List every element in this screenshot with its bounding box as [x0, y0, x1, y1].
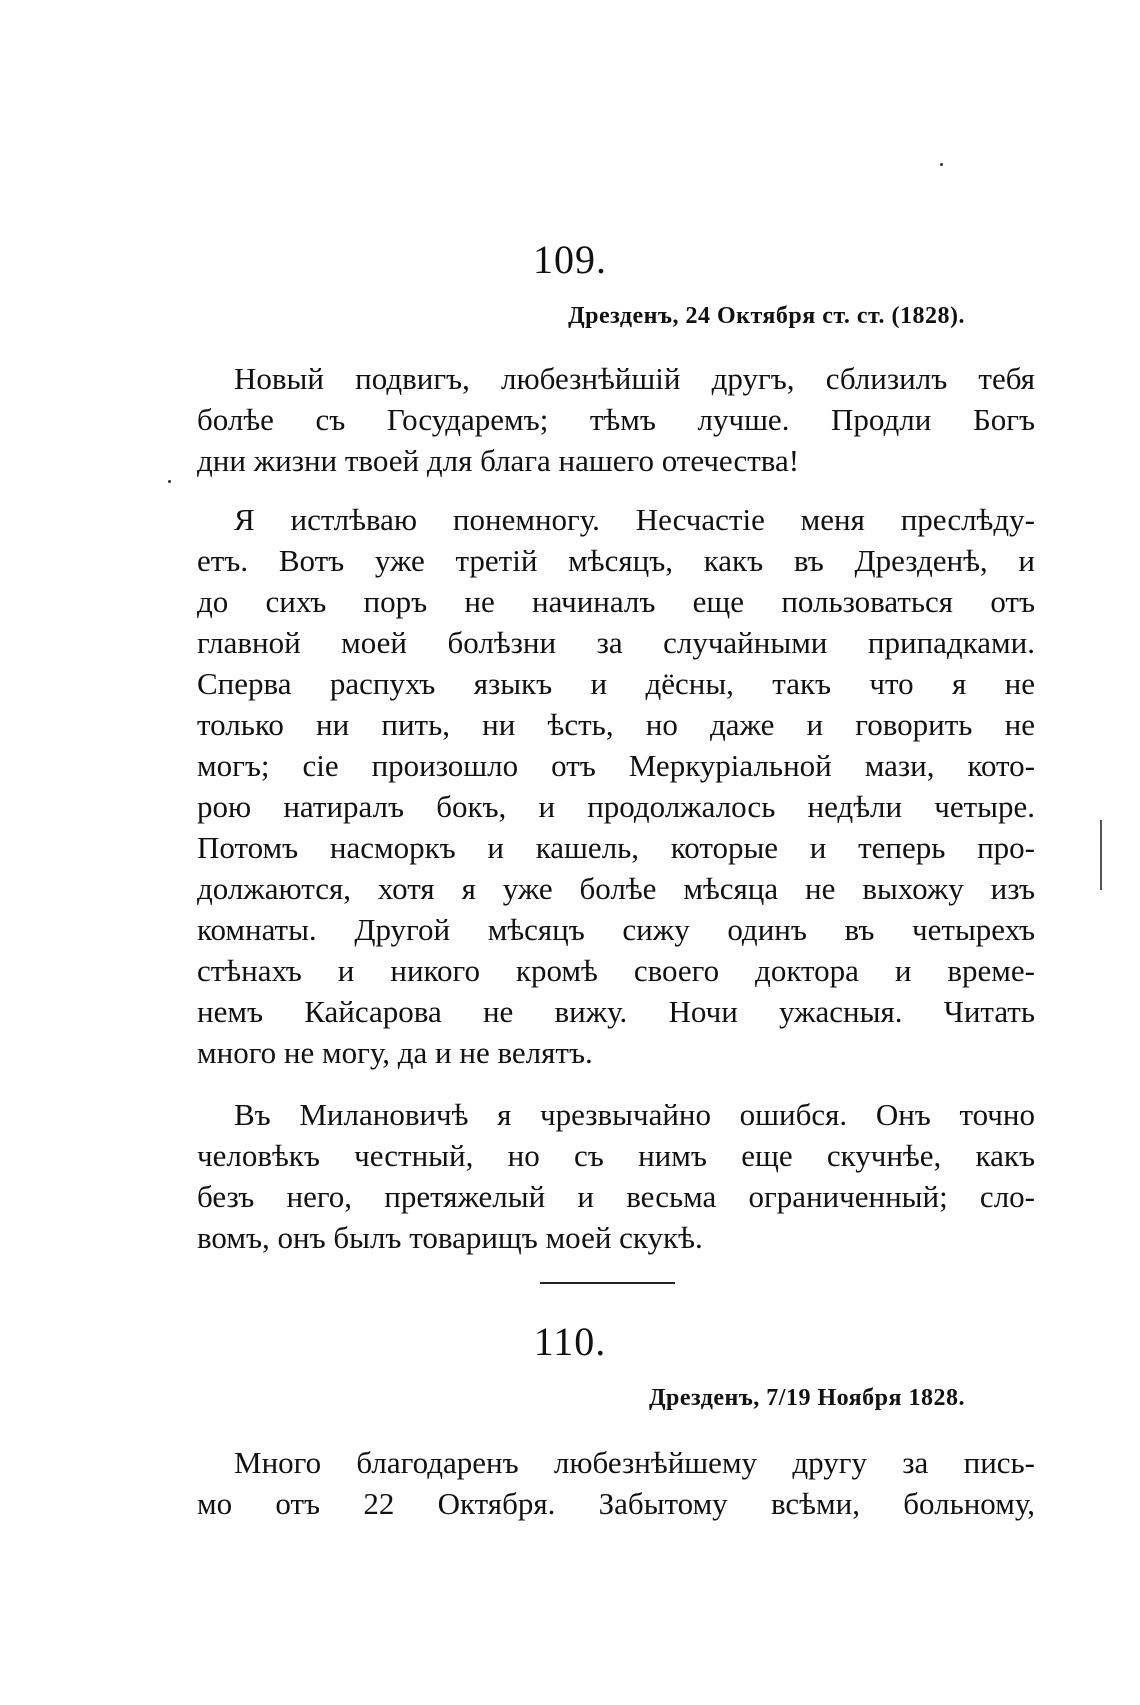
- text-line: только ни пить, ни ѣсть, но даже и говорить не: [197, 707, 1035, 742]
- text-line: стѣнахъ и никого кромѣ своего доктора и време-: [197, 953, 1035, 988]
- scan-speck: [168, 480, 171, 483]
- text-line: главной моей болѣзни за случайными припадками.: [197, 625, 1035, 660]
- text-line: Много благодаренъ любезнѣйшему другу за пись-: [234, 1445, 1035, 1480]
- text-line: вомъ, онъ былъ товарищъ моей скукѣ.: [197, 1220, 703, 1255]
- text-line: должаются, хотя я уже болѣе мѣсяца не выхожу изъ: [197, 871, 1035, 906]
- margin-mark: [1100, 820, 1102, 890]
- text-line: Я истлѣваю понемногу. Несчастіе меня преслѣду-: [234, 502, 1035, 537]
- paragraph: [197, 1094, 1035, 1258]
- letter-number: 110.: [533, 1319, 607, 1364]
- text-line: немъ Кайсарова не вижу. Ночи ужасныя. Читать: [197, 994, 1035, 1029]
- text-line: до сихъ поръ не начиналъ еще пользоваться отъ: [197, 584, 1035, 619]
- section-divider: [540, 1282, 675, 1284]
- paragraph: [197, 499, 1035, 1073]
- text-line: Въ Милановичѣ я чрезвычайно ошибся. Онъ точно: [234, 1097, 1035, 1132]
- paragraph: [197, 1442, 1035, 1524]
- text-line: рою натиралъ бокъ, и продолжалось недѣли четыре.: [197, 789, 1035, 824]
- text-line: дни жизни твоей для блага нашего отечества!: [197, 443, 800, 478]
- letter-dateline: Дрезденъ, 24 Октября ст. ст. (1828).: [568, 303, 965, 329]
- text-line: человѣкъ честный, но съ нимъ еще скучнѣе, какъ: [197, 1138, 1035, 1173]
- text-line: безъ него, претяжелый и весьма ограниченный; сло-: [197, 1179, 1035, 1214]
- letter-dateline: Дрезденъ, 7/19 Ноября 1828.: [648, 1385, 965, 1411]
- letter-number: 109.: [533, 237, 607, 282]
- text-line: могъ; сіе произошло отъ Меркуріальной мази, кото-: [197, 748, 1035, 783]
- text-line: Сперва распухъ языкъ и дёсны, такъ что я не: [197, 666, 1035, 701]
- scan-speck: [940, 163, 943, 166]
- text-line: болѣе съ Государемъ; тѣмъ лучше. Продли Богъ: [197, 402, 1035, 437]
- text-line: мо отъ 22 Октября. Забытому всѣми, больному,: [197, 1486, 1035, 1521]
- text-line: Новый подвигъ, любезнѣйшій другъ, сблизилъ тебя: [234, 361, 1035, 396]
- text-line: Потомъ насморкъ и кашель, которые и теперь про-: [197, 830, 1035, 865]
- text-line: комнаты. Другой мѣсяцъ сижу одинъ въ четырехъ: [197, 912, 1035, 947]
- paragraph: [197, 358, 1035, 481]
- text-line: много не могу, да и не велятъ.: [197, 1035, 593, 1070]
- text-line: етъ. Вотъ уже третій мѣсяцъ, какъ въ Дрезденѣ, и: [197, 543, 1035, 578]
